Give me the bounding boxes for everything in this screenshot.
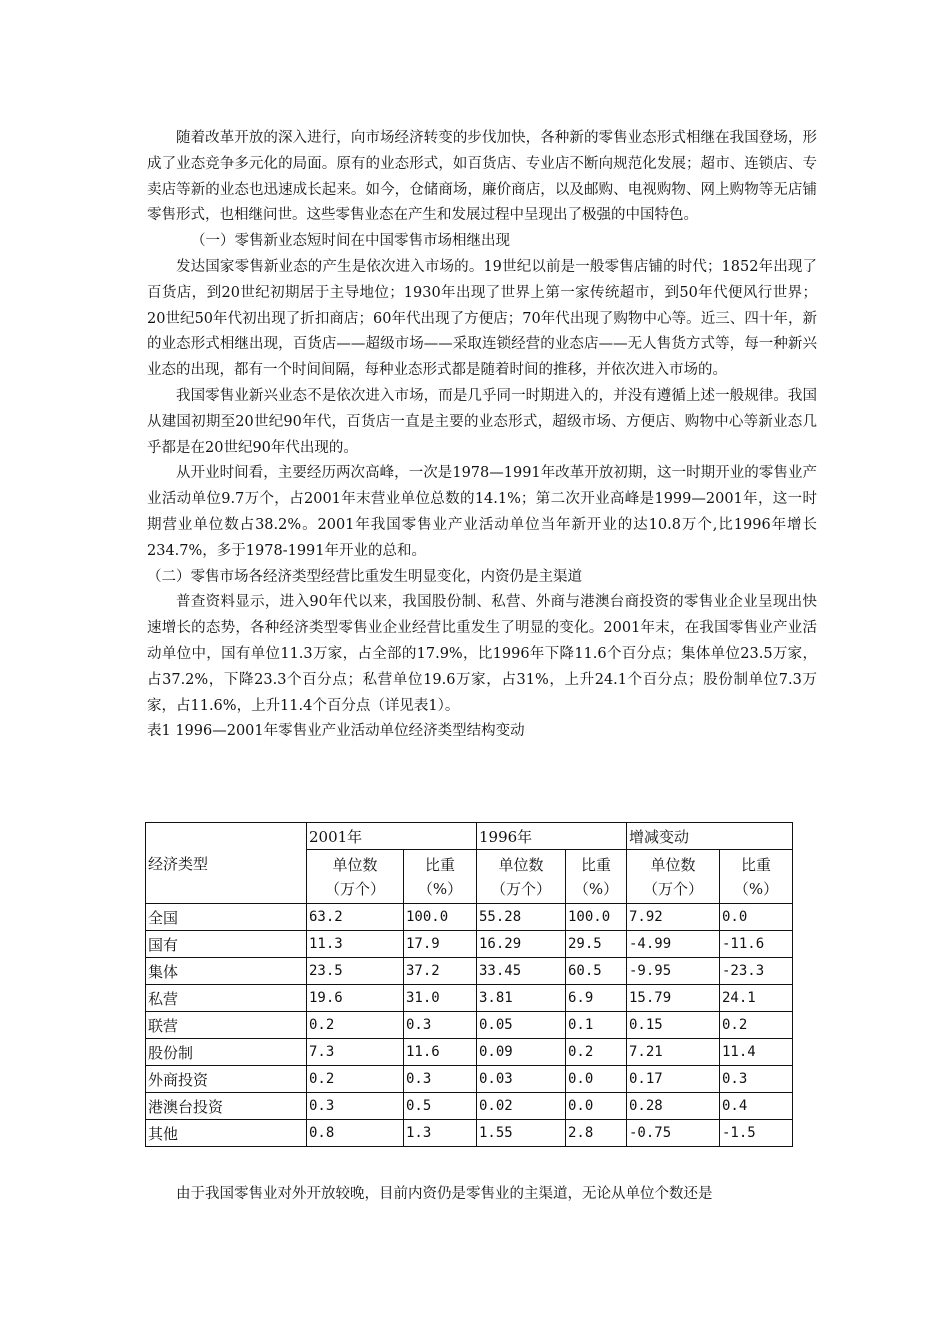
paragraph-5: 由于我国零售业对外开放较晚，目前内资仍是零售业的主渠道，无论从单位个数还是 bbox=[176, 1186, 713, 1202]
value-cell: -11.6 bbox=[720, 931, 793, 958]
value-cell: -0.75 bbox=[627, 1120, 720, 1147]
value-cell: 7.21 bbox=[627, 1039, 720, 1066]
value-cell: 0.28 bbox=[627, 1093, 720, 1120]
value-cell: 33.45 bbox=[477, 958, 566, 985]
value-cell: -9.95 bbox=[627, 958, 720, 985]
value-cell: -4.99 bbox=[627, 931, 720, 958]
subheader-units-2001: 单位数 （万个） bbox=[307, 850, 404, 904]
data-table-wrapper bbox=[145, 822, 793, 1147]
group-header-2001: 2001年 bbox=[307, 823, 477, 850]
value-cell: 0.4 bbox=[720, 1093, 793, 1120]
subheader-units-1996: 单位数 （万个） bbox=[477, 850, 566, 904]
value-cell: 37.2 bbox=[404, 958, 477, 985]
section-heading-2: （二）零售市场各经济类型经营比重发生明显变化，内资仍是主渠道 bbox=[147, 568, 582, 585]
table-body bbox=[146, 904, 793, 1147]
continuation-text bbox=[147, 1182, 817, 1208]
economic-type-table bbox=[145, 822, 793, 1147]
group-header-change: 增减变动 bbox=[627, 823, 793, 850]
type-cell: 私营 bbox=[146, 985, 307, 1012]
value-cell: 11.6 bbox=[404, 1039, 477, 1066]
paragraph-3: 从开业时间看，主要经历两次高峰，一次是1978—1991年改革开放初期，这一时期开业的零售业产业活动单位9.7万个，占2001年末营业单位总数的14.1%；第二次开业高峰是1999—2001年，这一时期营业单位数占38.2%。2001年我国零售业产业活动单位当年新开业的达10.8万个,比1996年增长234.7%，多于1978-1991年开业的总和。 bbox=[147, 465, 817, 559]
table-row bbox=[146, 1120, 793, 1147]
value-cell: 0.2 bbox=[307, 1066, 404, 1093]
type-column-header: 经济类型 bbox=[146, 823, 307, 904]
value-cell: 0.0 bbox=[566, 1066, 627, 1093]
value-cell: 0.03 bbox=[477, 1066, 566, 1093]
paragraph-4: 普查资料显示，进入90年代以来，我国股份制、私营、外商与港澳台商投资的零售业企业呈现出快速增长的态势，各种经济类型零售业企业经营比重发生了明显的变化。2001年末，在我国零售业产业活动单位中，国有单位11.3万家，占全部的17.9%，比1996年下降11.6个百分点；集体单位23.5万家，占37.2%，下降23.3个百分点；私营单位19.6万家，占31%，上升24.1个百分点；股份制单位7.3万家，占11.6%，上升11.4个百分点（详见表1）。 bbox=[147, 594, 817, 714]
value-cell: 24.1 bbox=[720, 985, 793, 1012]
value-cell: 60.5 bbox=[566, 958, 627, 985]
value-cell: 0.3 bbox=[404, 1066, 477, 1093]
type-cell: 国有 bbox=[146, 931, 307, 958]
type-cell: 联营 bbox=[146, 1012, 307, 1039]
table-row bbox=[146, 1093, 793, 1120]
type-cell: 股份制 bbox=[146, 1039, 307, 1066]
table-row bbox=[146, 958, 793, 985]
table-row bbox=[146, 1039, 793, 1066]
subheader-share-change: 比重 （%） bbox=[720, 850, 793, 904]
type-cell: 集体 bbox=[146, 958, 307, 985]
value-cell: 0.0 bbox=[720, 904, 793, 931]
value-cell: 0.8 bbox=[307, 1120, 404, 1147]
subheader-share-2001: 比重 （%） bbox=[404, 850, 477, 904]
table-caption: 表1 1996—2001年零售业产业活动单位经济类型结构变动 bbox=[147, 723, 525, 740]
table-row bbox=[146, 985, 793, 1012]
value-cell: 0.02 bbox=[477, 1093, 566, 1120]
type-cell: 港澳台投资 bbox=[146, 1093, 307, 1120]
group-header-1996: 1996年 bbox=[477, 823, 627, 850]
value-cell: 3.81 bbox=[477, 985, 566, 1012]
section-heading-1: （一）零售新业态短时间在中国零售市场相继出现 bbox=[191, 233, 510, 250]
value-cell: 17.9 bbox=[404, 931, 477, 958]
intro-paragraph: 随着改革开放的深入进行，向市场经济转变的步伐加快，各种新的零售业态形式相继在我国登场，形成了业态竞争多元化的局面。原有的业态形式，如百货店、专业店不断向规范化发展；超市、连锁店、专卖店等新的业态也迅速成长起来。如今，仓储商场，廉价商店，以及邮购、电视购物、网上购物等无店铺零售形式，也相继问世。这些零售业态在产生和发展过程中呈现出了极强的中国特色。 bbox=[147, 130, 817, 224]
value-cell: 15.79 bbox=[627, 985, 720, 1012]
table-row bbox=[146, 931, 793, 958]
value-cell: 0.05 bbox=[477, 1012, 566, 1039]
table-row bbox=[146, 1066, 793, 1093]
value-cell: 0.0 bbox=[566, 1093, 627, 1120]
value-cell: 11.4 bbox=[720, 1039, 793, 1066]
value-cell: 16.29 bbox=[477, 931, 566, 958]
value-cell: 11.3 bbox=[307, 931, 404, 958]
value-cell: -1.5 bbox=[720, 1120, 793, 1147]
value-cell: 100.0 bbox=[566, 904, 627, 931]
value-cell: 0.3 bbox=[720, 1066, 793, 1093]
table-row bbox=[146, 904, 793, 931]
value-cell: 1.55 bbox=[477, 1120, 566, 1147]
value-cell: 0.2 bbox=[566, 1039, 627, 1066]
value-cell: 0.2 bbox=[720, 1012, 793, 1039]
value-cell: 6.9 bbox=[566, 985, 627, 1012]
subheader-units-change: 单位数 （万个） bbox=[627, 850, 720, 904]
value-cell: 19.6 bbox=[307, 985, 404, 1012]
value-cell: 2.8 bbox=[566, 1120, 627, 1147]
value-cell: 0.17 bbox=[627, 1066, 720, 1093]
value-cell: 0.5 bbox=[404, 1093, 477, 1120]
document-body bbox=[147, 126, 817, 745]
table-row bbox=[146, 1012, 793, 1039]
value-cell: 7.3 bbox=[307, 1039, 404, 1066]
value-cell: 23.5 bbox=[307, 958, 404, 985]
value-cell: 0.09 bbox=[477, 1039, 566, 1066]
value-cell: 100.0 bbox=[404, 904, 477, 931]
value-cell: 1.3 bbox=[404, 1120, 477, 1147]
value-cell: 31.0 bbox=[404, 985, 477, 1012]
value-cell: 7.92 bbox=[627, 904, 720, 931]
subheader-share-1996: 比重 （%） bbox=[566, 850, 627, 904]
type-cell: 全国 bbox=[146, 904, 307, 931]
type-cell: 外商投资 bbox=[146, 1066, 307, 1093]
value-cell: 0.3 bbox=[307, 1093, 404, 1120]
value-cell: 0.2 bbox=[307, 1012, 404, 1039]
value-cell: 29.5 bbox=[566, 931, 627, 958]
value-cell: 0.3 bbox=[404, 1012, 477, 1039]
paragraph-1: 发达国家零售新业态的产生是依次进入市场的。19世纪以前是一般零售店铺的时代；1852年出现了百货店，到20世纪初期居于主导地位；1930年出现了世界上第一家传统超市，到50年代便风行世界；20世纪50年代初出现了折扣商店；60年代出现了方便店；70年代出现了购物中心等。近三、四十年，新的业态形式相继出现，百货店——超级市场——采取连锁经营的业态店——无人售货方式等，每一种新兴业态的出现，都有一个时间间隔，每种业态形式都是随着时间的推移，并依次进入市场的。 bbox=[147, 258, 817, 379]
value-cell: 0.1 bbox=[566, 1012, 627, 1039]
value-cell: 0.15 bbox=[627, 1012, 720, 1039]
type-cell: 其他 bbox=[146, 1120, 307, 1147]
value-cell: 55.28 bbox=[477, 904, 566, 931]
paragraph-2: 我国零售业新兴业态不是依次进入市场，而是几乎同一时期进入的，并没有遵循上述一般规律。我国从建国初期至20世纪90年代，百货店一直是主要的业态形式，超级市场、方便店、购物中心等新业态几乎都是在20世纪90年代出现的。 bbox=[147, 387, 817, 456]
value-cell: -23.3 bbox=[720, 958, 793, 985]
value-cell: 63.2 bbox=[307, 904, 404, 931]
